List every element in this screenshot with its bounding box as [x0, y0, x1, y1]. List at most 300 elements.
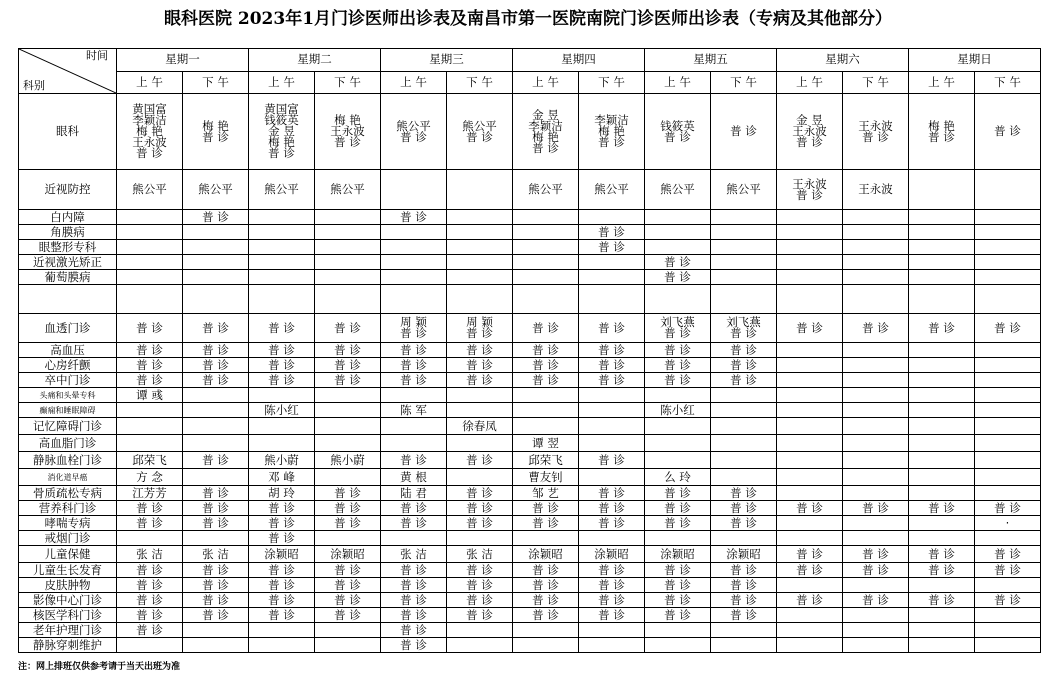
schedule-cell: [183, 638, 249, 653]
schedule-cell: [315, 638, 381, 653]
schedule-cell: [315, 469, 381, 486]
schedule-cell: 普 诊: [381, 593, 447, 608]
department-cell: 近视激光矫正: [19, 255, 117, 270]
schedule-cell: 普 诊: [645, 343, 711, 358]
schedule-cell: 普 诊: [645, 270, 711, 285]
department-cell: 皮肤肿物: [19, 578, 117, 593]
schedule-cell: [843, 285, 909, 314]
schedule-cell: 普 诊: [711, 516, 777, 531]
schedule-cell: [183, 270, 249, 285]
schedule-cell: [315, 240, 381, 255]
schedule-cell: [645, 240, 711, 255]
schedule-cell: [645, 388, 711, 403]
schedule-cell: [117, 255, 183, 270]
schedule-cell: [909, 170, 975, 210]
table-row: [19, 94, 1041, 170]
schedule-cell: 普 诊: [513, 373, 579, 388]
schedule-cell: 普 诊: [579, 343, 645, 358]
schedule-cell: [711, 452, 777, 469]
schedule-cell: 普 诊: [249, 501, 315, 516]
page-title: 眼科医院 2023年1月门诊医师出诊表及南昌市第一医院南院门诊医师出诊表（专病及其他部分）: [163, 9, 893, 29]
table-row: [19, 578, 1041, 593]
schedule-cell: [843, 240, 909, 255]
pm-header: 下 午: [843, 71, 909, 94]
schedule-cell: [579, 255, 645, 270]
schedule-cell: [777, 270, 843, 285]
schedule-cell: 普 诊: [183, 608, 249, 623]
schedule-cell: 普 诊: [447, 343, 513, 358]
schedule-cell: [909, 418, 975, 435]
schedule-cell: 曹友钊: [513, 469, 579, 486]
schedule-cell: [447, 469, 513, 486]
schedule-cell: 普 诊: [447, 373, 513, 388]
schedule-cell: [843, 210, 909, 225]
schedule-cell: 普 诊: [447, 593, 513, 608]
schedule-cell: 普 诊: [843, 563, 909, 578]
schedule-cell: 普 诊: [447, 486, 513, 501]
schedule-cell: [579, 388, 645, 403]
schedule-cell: 熊公平 普 诊: [447, 94, 513, 170]
schedule-cell: [447, 403, 513, 418]
schedule-cell: [843, 623, 909, 638]
schedule-cell: 张 洁: [183, 546, 249, 563]
schedule-cell: 普 诊: [447, 563, 513, 578]
schedule-cell: 普 诊: [513, 563, 579, 578]
schedule-cell: 普 诊: [381, 563, 447, 578]
department-cell: 眼科: [19, 94, 117, 170]
schedule-cell: 熊公平: [315, 170, 381, 210]
schedule-cell: [975, 452, 1041, 469]
schedule-cell: [183, 469, 249, 486]
pm-header: 下 午: [711, 71, 777, 94]
schedule-cell: [777, 516, 843, 531]
schedule-cell: [909, 531, 975, 546]
schedule-cell: 普 诊: [117, 516, 183, 531]
schedule-cell: 普 诊: [183, 563, 249, 578]
schedule-cell: [777, 255, 843, 270]
schedule-cell: [777, 285, 843, 314]
schedule-cell: [777, 638, 843, 653]
schedule-cell: 普 诊: [117, 608, 183, 623]
schedule-cell: 梅 艳 王永波 普 诊: [315, 94, 381, 170]
schedule-cell: [183, 255, 249, 270]
schedule-cell: 熊公平: [645, 170, 711, 210]
schedule-cell: [909, 516, 975, 531]
day-header: 星期五: [645, 49, 777, 72]
schedule-cell: 普 诊: [777, 593, 843, 608]
schedule-cell: [645, 210, 711, 225]
schedule-cell: 涂颖昭: [645, 546, 711, 563]
schedule-cell: [579, 210, 645, 225]
schedule-cell: [249, 240, 315, 255]
schedule-cell: 普 诊: [909, 314, 975, 343]
table-row: [19, 593, 1041, 608]
schedule-cell: [183, 403, 249, 418]
schedule-cell: 普 诊: [645, 516, 711, 531]
schedule-cell: 普 诊: [447, 452, 513, 469]
schedule-cell: [117, 403, 183, 418]
schedule-cell: 张 洁: [447, 546, 513, 563]
schedule-cell: [909, 638, 975, 653]
schedule-cell: 普 诊: [777, 563, 843, 578]
schedule-cell: 普 诊: [183, 486, 249, 501]
schedule-cell: 熊小蔚: [315, 452, 381, 469]
schedule-cell: 普 诊: [579, 358, 645, 373]
schedule-cell: [975, 418, 1041, 435]
schedule-cell: 普 诊: [183, 373, 249, 388]
schedule-cell: [381, 170, 447, 210]
time-label: 时间: [86, 49, 108, 62]
schedule-cell: 熊公平 普 诊: [381, 94, 447, 170]
schedule-cell: 涂颖昭: [579, 546, 645, 563]
schedule-cell: [777, 418, 843, 435]
schedule-cell: 普 诊: [447, 516, 513, 531]
schedule-cell: 普 诊: [711, 373, 777, 388]
department-cell: 白内障: [19, 210, 117, 225]
schedule-cell: [843, 255, 909, 270]
schedule-cell: 普 诊: [183, 516, 249, 531]
schedule-cell: [381, 285, 447, 314]
schedule-cell: 普 诊: [513, 608, 579, 623]
pm-header: 下 午: [447, 71, 513, 94]
schedule-cell: [513, 270, 579, 285]
schedule-cell: [711, 270, 777, 285]
schedule-cell: [909, 388, 975, 403]
schedule-cell: 黄国富 李颖洁 梅 艳 王永波 普 诊: [117, 94, 183, 170]
schedule-cell: [183, 240, 249, 255]
schedule-cell: [909, 343, 975, 358]
schedule-cell: [909, 469, 975, 486]
schedule-cell: 涂颖昭: [249, 546, 315, 563]
schedule-cell: [513, 240, 579, 255]
schedule-cell: [447, 225, 513, 240]
schedule-cell: [909, 225, 975, 240]
schedule-cell: [249, 255, 315, 270]
schedule-cell: [447, 270, 513, 285]
schedule-cell: 普 诊: [183, 314, 249, 343]
table-row: [19, 210, 1041, 225]
schedule-cell: [645, 285, 711, 314]
schedule-cell: 梅 艳 普 诊: [183, 94, 249, 170]
schedule-cell: [711, 240, 777, 255]
schedule-cell: 普 诊: [579, 578, 645, 593]
schedule-cell: [909, 435, 975, 452]
schedule-cell: [381, 270, 447, 285]
schedule-cell: [843, 469, 909, 486]
schedule-cell: 张 洁: [117, 546, 183, 563]
am-header: 上 午: [249, 71, 315, 94]
schedule-cell: [909, 270, 975, 285]
pm-header: 下 午: [183, 71, 249, 94]
department-cell: 静脉血栓门诊: [19, 452, 117, 469]
schedule-cell: 梅 艳 普 诊: [909, 94, 975, 170]
day-header: 星期六: [777, 49, 909, 72]
schedule-cell: 普 诊: [513, 314, 579, 343]
schedule-cell: 普 诊: [381, 578, 447, 593]
schedule-cell: [315, 531, 381, 546]
day-header: 星期四: [513, 49, 645, 72]
schedule-cell: [975, 638, 1041, 653]
schedule-cell: 普 诊: [579, 608, 645, 623]
department-cell: 骨质疏松专病: [19, 486, 117, 501]
am-header: 上 午: [645, 71, 711, 94]
schedule-cell: [117, 225, 183, 240]
schedule-cell: [909, 623, 975, 638]
schedule-cell: [843, 270, 909, 285]
department-cell: 儿童生长发育: [19, 563, 117, 578]
schedule-cell: 普 诊: [381, 516, 447, 531]
schedule-cell: [183, 285, 249, 314]
schedule-cell: [513, 388, 579, 403]
schedule-cell: 普 诊: [183, 358, 249, 373]
footnote: 注：网上排班仅供参考请于当天出班为准: [18, 662, 181, 672]
schedule-cell: [645, 638, 711, 653]
schedule-cell: 普 诊: [117, 314, 183, 343]
schedule-cell: 熊公平: [711, 170, 777, 210]
schedule-cell: 普 诊: [579, 563, 645, 578]
schedule-cell: [777, 469, 843, 486]
schedule-cell: [645, 435, 711, 452]
schedule-cell: [711, 403, 777, 418]
schedule-cell: [579, 638, 645, 653]
table-row: [19, 270, 1041, 285]
schedule-cell: 普 诊: [315, 516, 381, 531]
schedule-cell: [843, 531, 909, 546]
schedule-cell: 普 诊: [117, 593, 183, 608]
schedule-cell: 普 诊: [513, 516, 579, 531]
schedule-cell: [117, 531, 183, 546]
schedule-cell: [315, 285, 381, 314]
schedule-cell: 普 诊: [579, 314, 645, 343]
schedule-cell: ·: [975, 516, 1041, 531]
schedule-cell: 周 颖 普 诊: [447, 314, 513, 343]
schedule-cell: 普 诊: [513, 593, 579, 608]
table-body: [19, 94, 1041, 653]
schedule-cell: 普 诊: [117, 563, 183, 578]
schedule-cell: 普 诊: [315, 486, 381, 501]
schedule-cell: [447, 638, 513, 653]
schedule-cell: 普 诊: [117, 501, 183, 516]
schedule-cell: [777, 578, 843, 593]
schedule-cell: 普 诊: [777, 501, 843, 516]
schedule-cell: [183, 531, 249, 546]
schedule-cell: 普 诊: [381, 358, 447, 373]
schedule-cell: 普 诊: [249, 373, 315, 388]
day-header: 星期日: [909, 49, 1041, 72]
schedule-cell: 普 诊: [711, 593, 777, 608]
schedule-cell: [843, 418, 909, 435]
schedule-cell: [447, 170, 513, 210]
schedule-cell: 普 诊: [645, 501, 711, 516]
department-cell: 哮喘专病: [19, 516, 117, 531]
department-cell: 头痛和头晕专科: [19, 388, 117, 403]
schedule-cell: [381, 240, 447, 255]
department-cell: 老年护理门诊: [19, 623, 117, 638]
schedule-cell: 普 诊: [579, 593, 645, 608]
schedule-cell: [909, 452, 975, 469]
schedule-cell: 普 诊: [381, 343, 447, 358]
schedule-cell: 徐春凤: [447, 418, 513, 435]
pm-header: 下 午: [315, 71, 381, 94]
schedule-cell: [711, 418, 777, 435]
schedule-cell: 涂颖昭: [711, 546, 777, 563]
schedule-cell: [381, 418, 447, 435]
schedule-cell: 江芳芳: [117, 486, 183, 501]
schedule-cell: 普 诊: [381, 452, 447, 469]
day-header: 星期二: [249, 49, 381, 72]
schedule-cell: [975, 469, 1041, 486]
schedule-cell: [909, 255, 975, 270]
schedule-cell: [249, 285, 315, 314]
schedule-cell: 普 诊: [183, 501, 249, 516]
schedule-cell: [579, 403, 645, 418]
schedule-cell: [975, 623, 1041, 638]
schedule-cell: [249, 623, 315, 638]
am-header: 上 午: [777, 71, 843, 94]
schedule-cell: 普 诊: [843, 501, 909, 516]
schedule-cell: 王永波 普 诊: [843, 94, 909, 170]
schedule-cell: [447, 255, 513, 270]
table-row: [19, 469, 1041, 486]
table-row: [19, 546, 1041, 563]
schedule-cell: 涂颖昭: [513, 546, 579, 563]
schedule-cell: 金 昱 王永波 普 诊: [777, 94, 843, 170]
pm-header: 下 午: [579, 71, 645, 94]
schedule-cell: 陈小红: [249, 403, 315, 418]
schedule-cell: [975, 486, 1041, 501]
schedule-cell: [117, 285, 183, 314]
schedule-cell: 普 诊: [183, 593, 249, 608]
schedule-cell: 陆 君: [381, 486, 447, 501]
schedule-cell: [447, 623, 513, 638]
schedule-cell: [447, 285, 513, 314]
department-cell: 儿童保健: [19, 546, 117, 563]
schedule-cell: 普 诊: [711, 94, 777, 170]
day-header: 星期一: [117, 49, 249, 72]
schedule-cell: 钱筱英 普 诊: [645, 94, 711, 170]
schedule-cell: [909, 608, 975, 623]
schedule-cell: [909, 578, 975, 593]
schedule-cell: [777, 452, 843, 469]
schedule-cell: 普 诊: [315, 501, 381, 516]
schedule-cell: [249, 210, 315, 225]
schedule-cell: [381, 388, 447, 403]
schedule-cell: [843, 638, 909, 653]
schedule-cell: [183, 435, 249, 452]
schedule-cell: [645, 225, 711, 240]
schedule-cell: 方 念: [117, 469, 183, 486]
pm-header: 下 午: [975, 71, 1041, 94]
schedule-cell: 普 诊: [975, 563, 1041, 578]
schedule-cell: 邱荣飞: [513, 452, 579, 469]
table-row: [19, 285, 1041, 314]
schedule-cell: [711, 255, 777, 270]
schedule-cell: 熊公平: [249, 170, 315, 210]
department-cell: 癫痫和睡眠障碍: [19, 403, 117, 418]
schedule-cell: [975, 578, 1041, 593]
schedule-cell: 普 诊: [447, 358, 513, 373]
schedule-cell: [975, 210, 1041, 225]
schedule-cell: [513, 638, 579, 653]
schedule-cell: 普 诊: [381, 638, 447, 653]
schedule-cell: [843, 388, 909, 403]
schedule-cell: [843, 358, 909, 373]
schedule-cell: [447, 531, 513, 546]
schedule-cell: [843, 578, 909, 593]
schedule-cell: 李颖洁 梅 艳 普 诊: [579, 94, 645, 170]
schedule-cell: [975, 255, 1041, 270]
schedule-cell: 普 诊: [249, 578, 315, 593]
schedule-cell: [579, 285, 645, 314]
schedule-cell: [975, 170, 1041, 210]
schedule-cell: [381, 255, 447, 270]
schedule-cell: 普 诊: [183, 452, 249, 469]
day-header: 星期三: [381, 49, 513, 72]
schedule-cell: [843, 403, 909, 418]
schedule-cell: [183, 418, 249, 435]
department-cell: 角膜病: [19, 225, 117, 240]
schedule-cell: 王永波 普 诊: [777, 170, 843, 210]
schedule-cell: [711, 435, 777, 452]
schedule-cell: [909, 285, 975, 314]
schedule-cell: [315, 270, 381, 285]
department-cell: 影像中心门诊: [19, 593, 117, 608]
table-row: [19, 501, 1041, 516]
schedule-cell: [315, 255, 381, 270]
schedule-cell: [843, 486, 909, 501]
schedule-cell: [381, 531, 447, 546]
schedule-cell: 普 诊: [117, 358, 183, 373]
schedule-cell: [909, 358, 975, 373]
schedule-cell: [975, 285, 1041, 314]
schedule-cell: 普 诊: [711, 608, 777, 623]
schedule-cell: 普 诊: [975, 593, 1041, 608]
schedule-cell: [843, 516, 909, 531]
schedule-cell: [777, 225, 843, 240]
table-row: [19, 435, 1041, 452]
schedule-cell: 熊公平: [183, 170, 249, 210]
schedule-cell: [513, 285, 579, 314]
schedule-cell: [777, 623, 843, 638]
schedule-cell: [513, 225, 579, 240]
schedule-cell: 普 诊: [249, 516, 315, 531]
schedule-cell: 普 诊: [315, 373, 381, 388]
schedule-cell: 普 诊: [711, 486, 777, 501]
schedule-cell: 普 诊: [249, 531, 315, 546]
table-row: [19, 240, 1041, 255]
schedule-cell: 普 诊: [645, 563, 711, 578]
schedule-cell: 普 诊: [975, 546, 1041, 563]
schedule-cell: [183, 388, 249, 403]
department-cell: 高血脂门诊: [19, 435, 117, 452]
schedule-cell: [777, 343, 843, 358]
schedule-cell: [777, 608, 843, 623]
department-cell: 消化道早癌: [19, 469, 117, 486]
schedule-cell: [447, 435, 513, 452]
schedule-cell: [777, 486, 843, 501]
schedule-cell: 普 诊: [909, 563, 975, 578]
schedule-cell: 普 诊: [249, 314, 315, 343]
schedule-cell: [711, 285, 777, 314]
schedule-cell: [645, 418, 711, 435]
schedule-cell: 普 诊: [645, 578, 711, 593]
table-row: [19, 486, 1041, 501]
schedule-cell: 邹 艺: [513, 486, 579, 501]
schedule-cell: [909, 373, 975, 388]
schedule-cell: [183, 623, 249, 638]
schedule-cell: 胡 玲: [249, 486, 315, 501]
schedule-cell: [579, 469, 645, 486]
